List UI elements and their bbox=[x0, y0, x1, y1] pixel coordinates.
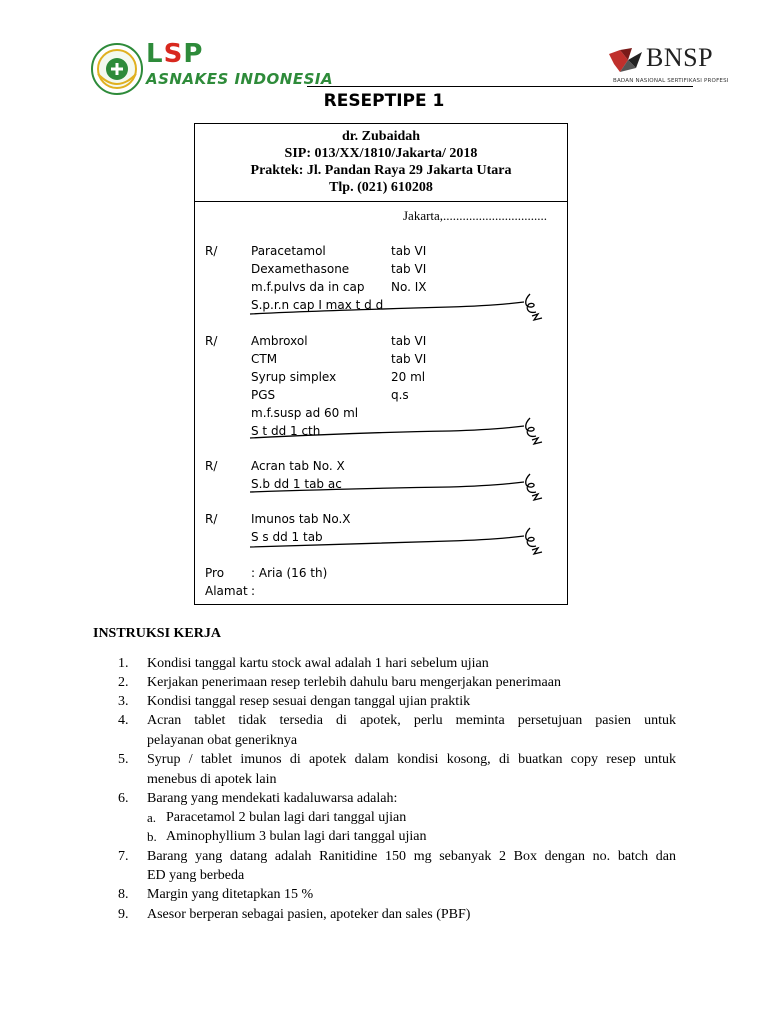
lsp-emblem-icon bbox=[90, 42, 144, 96]
instruction-2-text: Kerjakan penerimaan resep terlebih dahulu baru mengerjakan penerimaan bbox=[147, 675, 561, 690]
instruction-6b-text: Aminophyllium 3 bulan lagi dari tanggal ujian bbox=[166, 829, 427, 844]
doctor-address: Praktek: Jl. Pandan Raya 29 Jakarta Utara bbox=[250, 163, 512, 178]
recipe-2-drug-4: PGS bbox=[251, 388, 276, 402]
bnsp-emblem-icon bbox=[606, 44, 646, 78]
recipe-4-signa: S s dd 1 tab bbox=[251, 530, 323, 544]
instruction-6-text: Barang yang mendekati kadaluwarsa adalah: bbox=[147, 791, 398, 806]
instruction-2-num: 2. bbox=[118, 675, 129, 690]
patient-pro-label: Pro bbox=[205, 566, 225, 580]
recipe-2-qty-4: q.s bbox=[391, 388, 409, 402]
recipe-1-qty-2: tab VI bbox=[391, 262, 427, 276]
recipe-1-drug-3: m.f.pulvs da in cap bbox=[251, 280, 365, 294]
recipe-2-drug-1: Ambroxol bbox=[251, 334, 308, 348]
instruction-5-num: 5. bbox=[118, 752, 129, 767]
recipe-3-paraf-mark bbox=[250, 468, 550, 502]
recipe-2-signa: S t dd 1 cth bbox=[251, 424, 321, 438]
document-title: RESEPTIPE 1 bbox=[323, 91, 445, 111]
instruction-8-text: Margin yang ditetapkan 15 % bbox=[147, 887, 314, 902]
recipe-1-signa: S.p.r.n cap I max t d d bbox=[251, 298, 384, 312]
instruction-3-num: 3. bbox=[118, 694, 129, 709]
recipe-3-signa: S.b dd 1 tab ac bbox=[251, 477, 342, 491]
recipe-2-drug-5: m.f.susp ad 60 ml bbox=[251, 406, 359, 420]
patient-address-value: : bbox=[251, 584, 256, 598]
recipe-2-qty-1: tab VI bbox=[391, 334, 427, 348]
bnsp-wordmark: BNSP bbox=[646, 43, 714, 72]
recipe-4-r: R/ bbox=[205, 512, 218, 526]
instruction-3-text: Kondisi tanggal resep sesuai dengan tanggal ujian praktik bbox=[147, 694, 471, 709]
recipe-4-drug-1: Imunos tab No.X bbox=[251, 512, 351, 526]
instruction-6-num: 6. bbox=[118, 791, 129, 806]
doctor-sip: SIP: 013/XX/1810/Jakarta/ 2018 bbox=[284, 146, 478, 161]
instruction-5-text-line-1: Syrup / tablet imunos di apotek dalam kondisi kosong, di buatkan copy resep untuk bbox=[147, 752, 676, 767]
instruction-7-text-line-2: ED yang berbeda bbox=[147, 868, 245, 883]
recipe-2-drug-3: Syrup simplex bbox=[251, 370, 337, 384]
recipe-1-drug-2: Dexamethasone bbox=[251, 262, 350, 276]
recipe-3-drug-1: Acran tab No. X bbox=[251, 459, 345, 473]
patient-address-label: Alamat bbox=[205, 584, 248, 598]
instruction-1-text: Kondisi tanggal kartu stock awal adalah 1 hari sebelum ujian bbox=[147, 656, 489, 671]
doctor-name: dr. Zubaidah bbox=[341, 129, 421, 144]
doctor-phone: Tlp. (021) 610208 bbox=[329, 180, 433, 195]
recipe-2-r: R/ bbox=[205, 334, 218, 348]
recipe-2-qty-2: tab VI bbox=[391, 352, 427, 366]
prescription-divider bbox=[194, 201, 568, 202]
instruction-5-text-line-2: menebus di apotek lain bbox=[147, 772, 277, 787]
recipe-1-paraf-mark bbox=[250, 290, 550, 324]
recipe-2-drug-2: CTM bbox=[251, 352, 278, 366]
instruction-7-text-line-1: Barang yang datang adalah Ranitidine 150 mg sebanyak 2 Box dengan no. batch dan bbox=[147, 849, 676, 864]
instruction-9-text: Asesor berperan sebagai pasien, apoteker dan sales (PBF) bbox=[147, 907, 471, 922]
instruction-7-num: 7. bbox=[118, 849, 129, 864]
instruction-4-num: 4. bbox=[118, 713, 129, 728]
recipe-4-paraf-mark bbox=[250, 522, 550, 556]
patient-pro-value: : Aria (16 th) bbox=[251, 566, 328, 580]
recipe-1-drug-1: Paracetamol bbox=[251, 244, 326, 258]
instruction-9-num: 9. bbox=[118, 907, 129, 922]
recipe-1-qty-1: tab VI bbox=[391, 244, 427, 258]
recipe-1-qty-3: No. IX bbox=[391, 280, 427, 294]
lsp-wordmark: LSP bbox=[146, 39, 204, 69]
recipe-1-r: R/ bbox=[205, 244, 218, 258]
recipe-3-r: R/ bbox=[205, 459, 218, 473]
recipe-2-paraf-mark bbox=[250, 412, 550, 446]
recipe-2-qty-3: 20 ml bbox=[391, 370, 426, 384]
instruction-1-num: 1. bbox=[118, 656, 129, 671]
bnsp-subtitle: BADAN NASIONAL SERTIFIKASI PROFESI bbox=[613, 78, 729, 84]
city-date: Jakarta,................................ bbox=[403, 208, 548, 223]
instruction-6a-letter: a. bbox=[147, 810, 157, 825]
instruction-8-num: 8. bbox=[118, 887, 129, 902]
header-rule bbox=[307, 86, 693, 87]
lsp-subtitle: ASNAKES INDONESIA bbox=[146, 70, 334, 88]
instruction-6b-letter: b. bbox=[147, 829, 157, 844]
instruction-6a-text: Paracetamol 2 bulan lagi dari tanggal ujian bbox=[166, 810, 407, 825]
instructions-title: INSTRUKSI KERJA bbox=[93, 626, 221, 641]
instruction-4-text-line-1: Acran tablet tidak tersedia di apotek, perlu meminta persetujuan pasien untuk bbox=[147, 713, 676, 728]
instruction-4-text-line-2: pelayanan obat generiknya bbox=[147, 733, 298, 748]
